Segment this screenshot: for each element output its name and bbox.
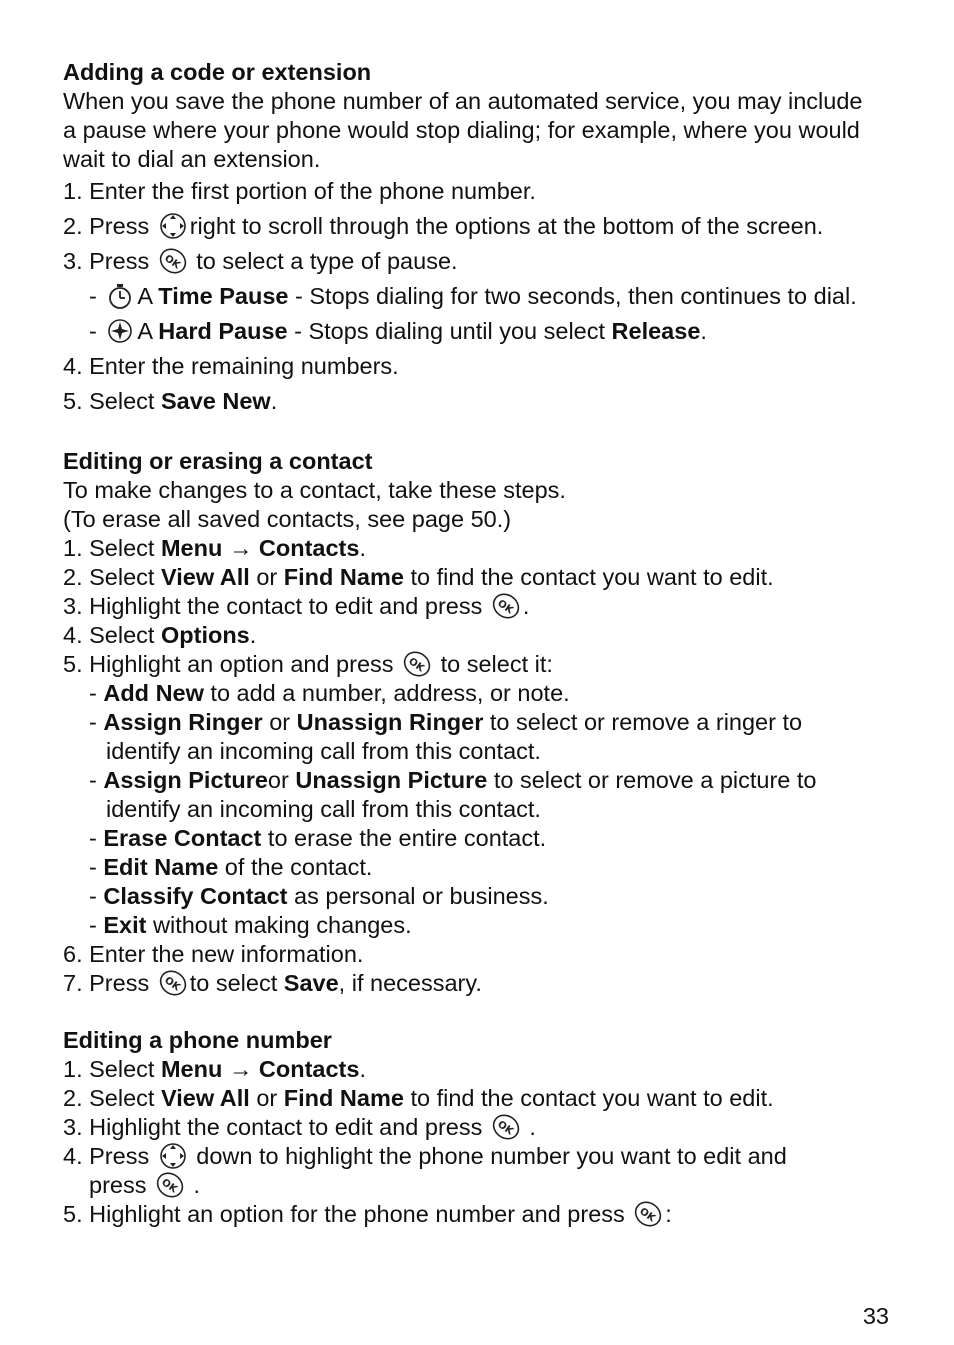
- list-item: 5. Highlight an option and press to select it:: [63, 650, 903, 679]
- intro-line: To make changes to a contact, take these steps.: [63, 477, 566, 503]
- navigation-key-icon: [158, 1141, 188, 1171]
- list-item-continued: press .: [63, 1171, 903, 1200]
- list-item: 4. Press down to highlight the phone number you want to edit and: [63, 1142, 903, 1171]
- intro-line: wait to dial an extension.: [63, 146, 321, 172]
- ok-key-icon: [491, 591, 521, 621]
- list-item: - Erase Contact to erase the entire contact.: [89, 825, 547, 851]
- list-item: 5. Highlight an option for the phone number and press :: [63, 1200, 903, 1229]
- intro-line: When you save the phone number of an automated service, you may include: [63, 88, 863, 114]
- intro-line: a pause where your phone would stop dialing; for example, where you would: [63, 117, 860, 143]
- list-item: 1. Select Menu → Contacts.: [63, 1056, 366, 1082]
- list-item: 6. Enter the new information.: [63, 941, 364, 967]
- ok-key-icon: [491, 1112, 521, 1142]
- ok-key-icon: [155, 1170, 185, 1200]
- section-heading-adding-code: Adding a code or extension: [63, 59, 372, 85]
- ok-key-icon: [633, 1199, 663, 1229]
- time-pause-icon: [105, 281, 135, 311]
- list-item: - Add New to add a number, address, or note.: [89, 680, 570, 706]
- list-item: 3. Highlight the contact to edit and press .: [63, 1113, 903, 1142]
- list-item: 4. Enter the remaining numbers.: [63, 353, 399, 379]
- list-item: 2. Select View All or Find Name to find the contact you want to edit.: [63, 564, 774, 590]
- list-item-continued: identify an incoming call from this contact.: [106, 796, 541, 822]
- list-item: 3. Highlight the contact to edit and press .: [63, 592, 903, 621]
- list-item: - Edit Name of the contact.: [89, 854, 373, 880]
- list-item: 1. Enter the first portion of the phone number.: [63, 178, 536, 204]
- list-item: 1. Select Menu → Contacts.: [63, 535, 366, 561]
- section-heading-editing-phone-number: Editing a phone number: [63, 1027, 332, 1053]
- navigation-key-icon: [158, 211, 188, 241]
- list-item: 4. Select Options.: [63, 622, 257, 648]
- list-item: 7. Press to select Save, if necessary.: [63, 969, 903, 998]
- intro-line: (To erase all saved contacts, see page 50.): [63, 506, 512, 532]
- list-item: - A Time Pause - Stops dialing for two seconds, then continues to dial.: [63, 279, 903, 314]
- list-item: - Assign Ringer or Unassign Ringer to select or remove a ringer to: [89, 709, 803, 735]
- list-item: - Exit without making changes.: [89, 912, 412, 938]
- list-item: - Classify Contact as personal or business.: [89, 883, 549, 909]
- manual-page: [63, 58, 903, 1229]
- list-item: 2. Press right to scroll through the options at the bottom of the screen.: [63, 209, 903, 244]
- hard-pause-icon: [105, 316, 135, 346]
- list-item: 5. Select Save New.: [63, 388, 278, 414]
- page-number: 33: [862, 1303, 889, 1329]
- ok-key-icon: [158, 246, 188, 276]
- section-heading-editing-contact: Editing or erasing a contact: [63, 448, 373, 474]
- ok-key-icon: [402, 649, 432, 679]
- list-item: - Assign Pictureor Unassign Picture to select or remove a picture to: [89, 767, 817, 793]
- list-item: 2. Select View All or Find Name to find the contact you want to edit.: [63, 1085, 774, 1111]
- list-item-continued: identify an incoming call from this contact.: [106, 738, 541, 764]
- list-item: 3. Press to select a type of pause.: [63, 244, 903, 279]
- list-item: - A Hard Pause - Stops dialing until you select Release.: [63, 314, 903, 349]
- ok-key-icon: [158, 968, 188, 998]
